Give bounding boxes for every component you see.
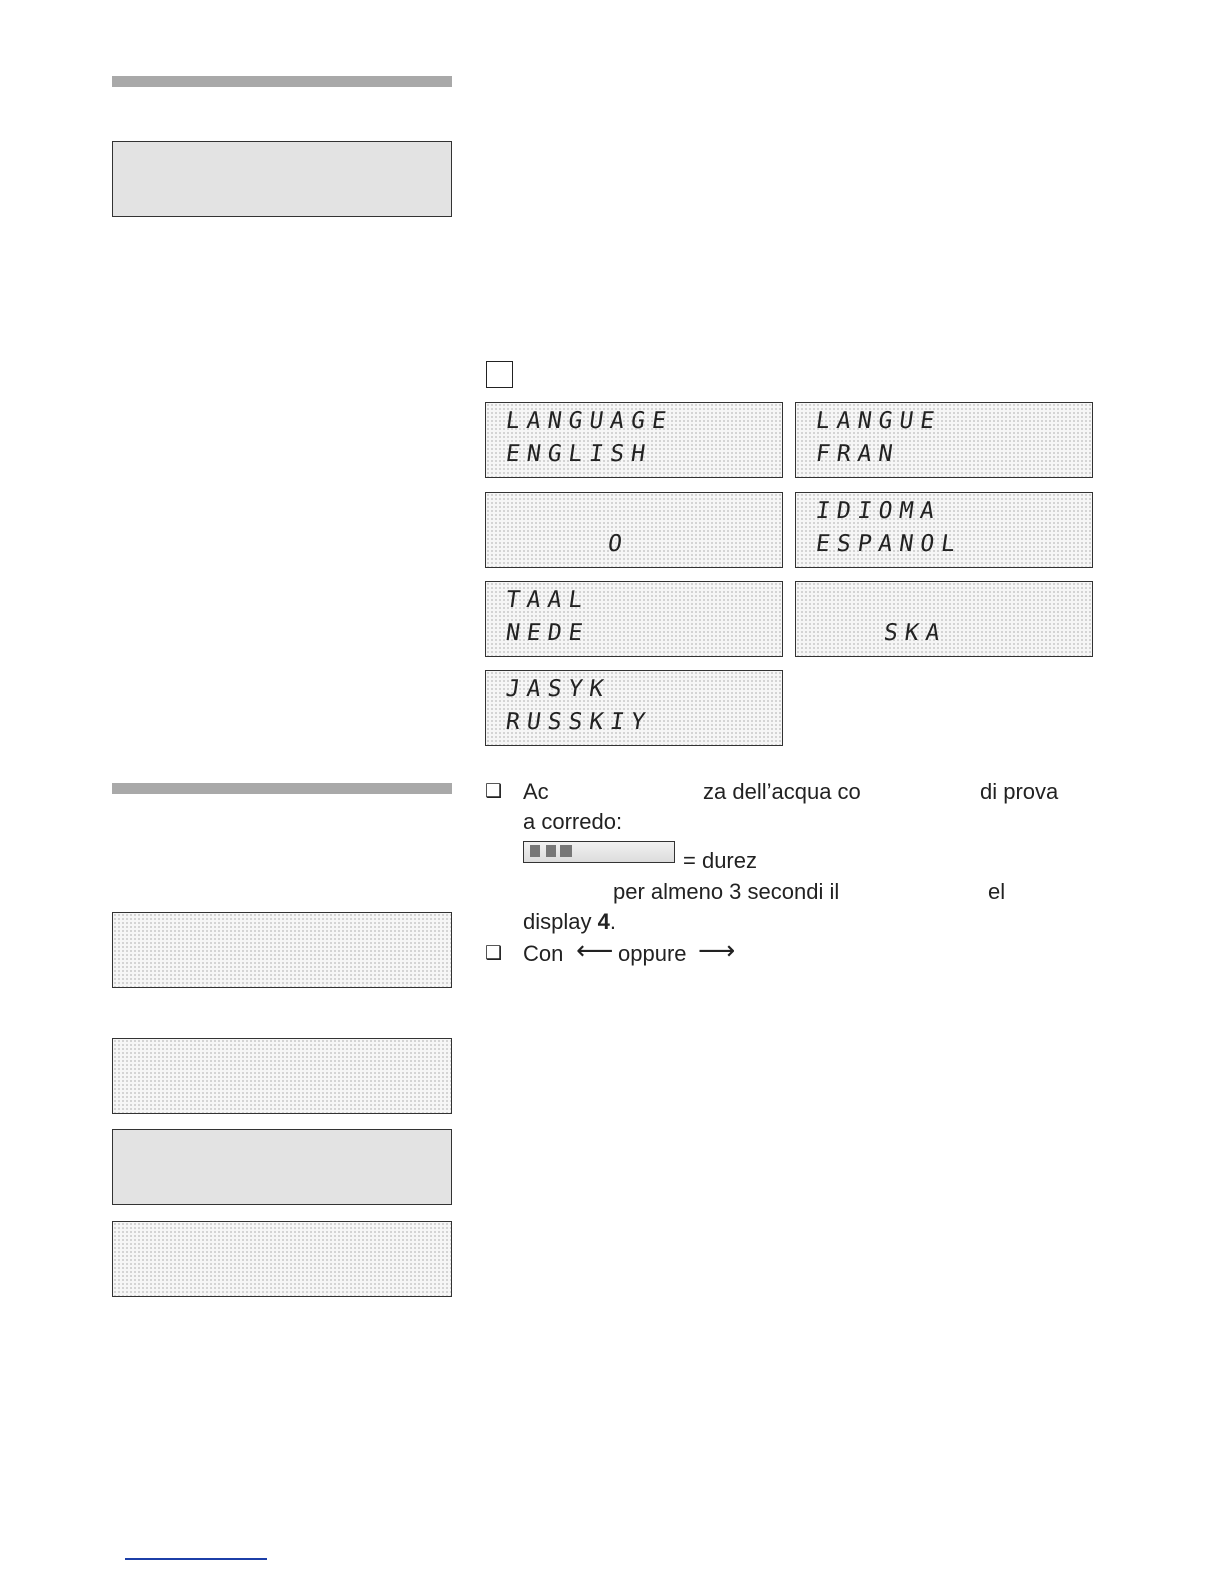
instruction-1-line-2: a corredo: — [523, 809, 623, 834]
left-arrow-icon: ⟵ — [576, 936, 614, 966]
lcd-line-2: NEDE — [504, 620, 592, 646]
section-rule-top — [112, 76, 452, 87]
instruction-line-4-part-a: per almeno 3 secondi il — [613, 879, 840, 904]
lcd-line-1: JASYK — [504, 676, 613, 702]
lcd-line-1: LANGUE — [814, 408, 943, 434]
lcd-line-2: FRAN — [814, 441, 902, 467]
left-gray-box-2 — [112, 1129, 452, 1205]
instruction-line-4-part-b: el — [988, 879, 1006, 904]
bullet-icon: ❑ — [485, 780, 503, 802]
lcd-line-1: LANGUAGE — [504, 408, 675, 434]
lcd-panel-dutch — [485, 581, 783, 657]
lcd-panel-partial-ska — [795, 581, 1093, 657]
instruction-1-part-a: Ac — [523, 779, 549, 804]
instruction-line-5 — [523, 906, 616, 937]
instruction-1-part-c: di prova — [980, 779, 1059, 804]
instruction-1-part-b: za dell’acqua co — [703, 779, 861, 804]
test-strip-icon — [523, 841, 675, 863]
lcd-line-2: ESPANOL — [814, 531, 964, 557]
lcd-panel-spanish — [795, 492, 1093, 568]
lcd-line-2: O — [606, 531, 631, 557]
lcd-line-2: ENGLISH — [504, 441, 654, 467]
period: . — [609, 909, 616, 934]
lcd-line-2: SKA — [882, 620, 949, 646]
test-strip-segment — [530, 845, 540, 857]
test-strip-segment — [560, 845, 572, 857]
lcd-line-1: IDIOMA — [814, 498, 943, 524]
left-lcd-blank-3 — [112, 1221, 452, 1297]
bullet-icon: ❑ — [485, 942, 503, 964]
test-strip-segment — [546, 845, 556, 857]
lcd-panel-english — [485, 402, 783, 478]
display-label: display — [523, 909, 598, 934]
section-rule-middle — [112, 783, 452, 794]
lcd-panel-french — [795, 402, 1093, 478]
left-lcd-blank-2 — [112, 1038, 452, 1114]
lcd-line-2: RUSSKIY — [504, 709, 654, 735]
display-number: 4 — [597, 909, 610, 934]
footer-line — [125, 1558, 267, 1560]
lcd-panel-partial-o — [485, 492, 783, 568]
strip-caption: = durez — [683, 848, 757, 873]
instruction-2-part-b: oppure — [618, 941, 687, 966]
left-gray-box-1 — [112, 141, 452, 217]
right-arrow-icon: ⟶ — [698, 936, 736, 966]
lcd-panel-russian — [485, 670, 783, 746]
lcd-line-1: TAAL — [504, 587, 592, 613]
checkbox[interactable] — [486, 361, 513, 388]
instruction-2-part-a: Con — [523, 941, 564, 966]
left-lcd-blank-1 — [112, 912, 452, 988]
